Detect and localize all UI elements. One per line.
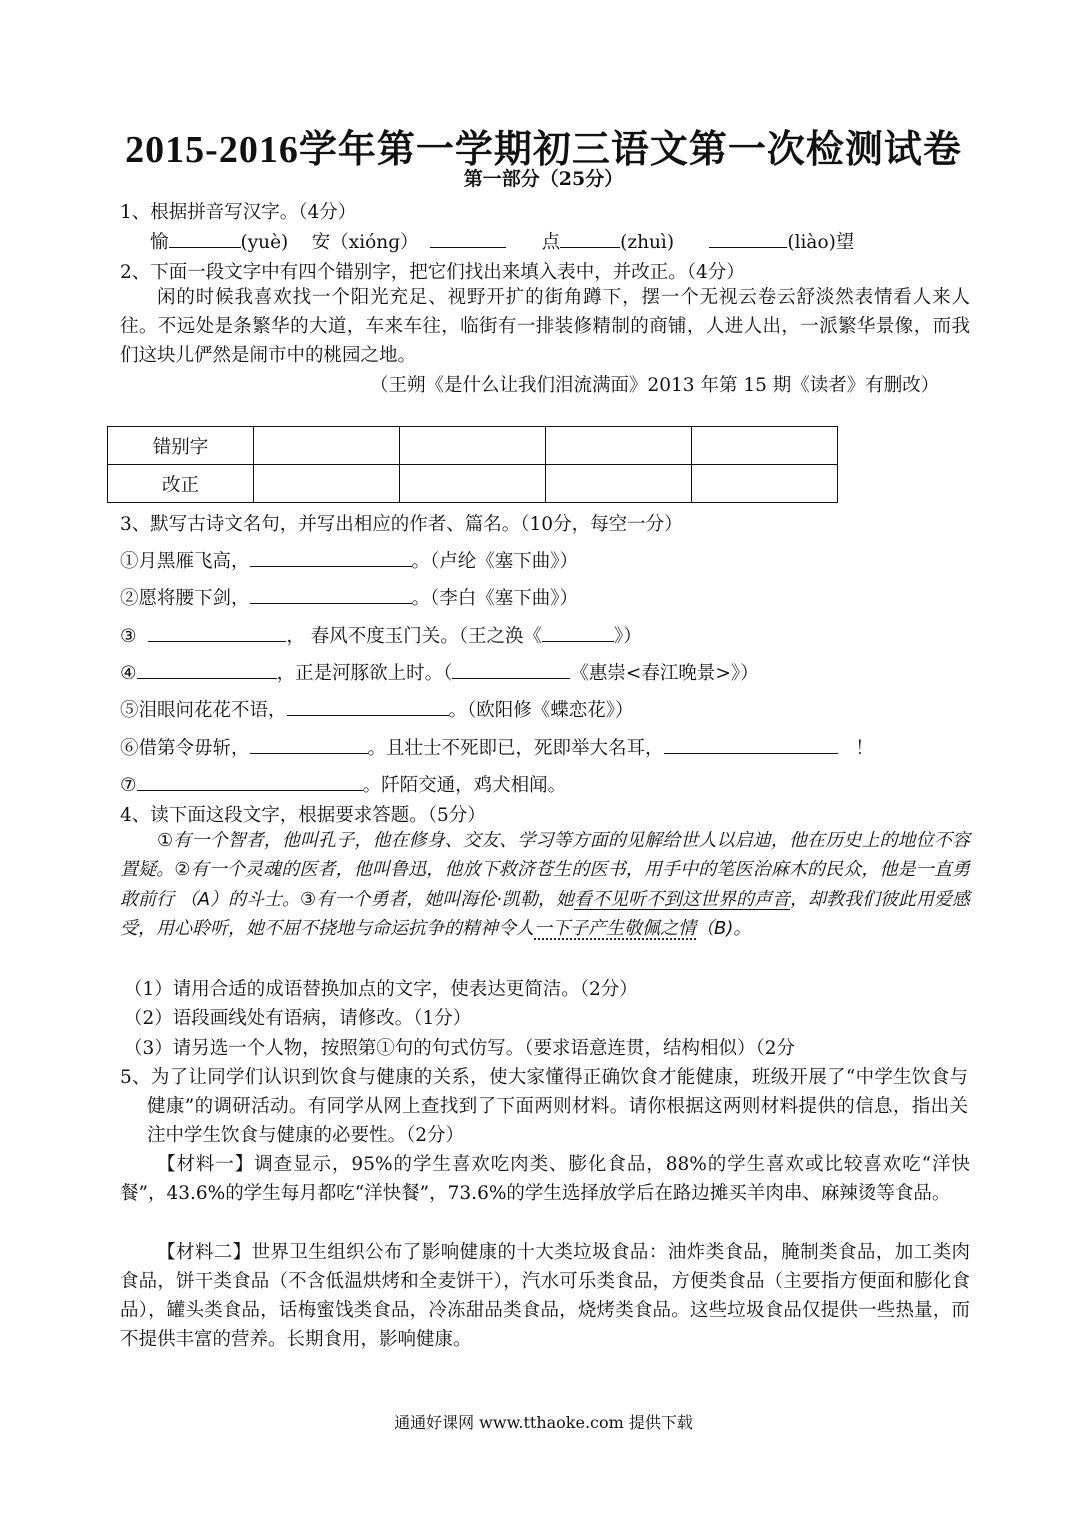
q3-stem: 3、默写古诗文名句，并写出相应的作者、篇名。（10分，每空一分） <box>120 514 683 535</box>
q4-sub-2: （2）语段画线处有语病，请修改。（1分） <box>124 1008 472 1029</box>
answer-cell[interactable] <box>400 427 546 465</box>
q3-blank[interactable] <box>452 660 570 679</box>
q3-blank[interactable] <box>137 660 277 679</box>
q2-source: （王朔《是什么让我们泪流满面》2013 年第 15 期《读者》有删改） <box>370 375 940 396</box>
q3-line-6: ⑥借第令毋斩， 。且壮士不死即已，死即举大名耳， ！ <box>120 734 874 760</box>
q1-stem: 1、根据拼音写汉字。（4分） <box>120 202 357 223</box>
answer-cell[interactable] <box>546 427 692 465</box>
answer-cell[interactable] <box>692 427 838 465</box>
q3-blank[interactable] <box>250 585 412 604</box>
q3-blank[interactable] <box>137 772 363 791</box>
q5-stem: 5、为了让同学们认识到饮食与健康的关系，使大家懂得正确饮食才能健康，班级开展了“中学生饮食与健康”的调研活动。有同学从网上查找到了下面两则材料。请你根据这两则材料提供的信息，指出关注中学生饮食与健康的必要性。（2分） <box>120 1067 968 1146</box>
q5-material-2: 【材料二】世界卫生组织公布了影响健康的十大类垃圾食品：油炸类食品，腌制类食品，加工类肉食品，饼干类食品（不含低温烘烤和全麦饼干），汽水可乐类食品，方便类食品（主要指方便面和膨化食品），罐头类食品，话梅蜜饯类食品，冷冻甜品类食品，烧烤类食品。这些垃圾食品仅提供一些热量，而不提供丰富的营养。长期食用，影响健康。 <box>120 1242 970 1350</box>
q1-blank-2[interactable] <box>430 229 506 248</box>
answer-cell[interactable] <box>400 465 546 503</box>
q4-sub-1: （1）请用合适的成语替换加点的文字，使表达更简洁。（2分） <box>124 979 638 1000</box>
q3-blank[interactable] <box>287 697 449 716</box>
q3-line-7: ⑦ 。阡陌交通，鸡犬相闻。 <box>120 771 566 797</box>
q1-blank-3[interactable] <box>560 229 620 248</box>
q3-line-5: ⑤泪眼问花花不语， 。（欧阳修《蝶恋花》） <box>120 696 634 722</box>
answer-cell[interactable] <box>546 465 692 503</box>
table-row <box>108 465 838 503</box>
q3-line-4: ④ ，正是河豚欲上时。（ 《惠崇<春江晚景>》） <box>120 659 759 685</box>
row-header-correct: 改正 <box>108 465 254 503</box>
dotted-phrase: 一下子产生敬佩之情 <box>534 917 696 939</box>
page-footer: 通通好课网 www.tthaoke.com 提供下载 <box>394 1413 693 1432</box>
q2-passage: 闲的时候我喜欢找一个阳光充足、视野开扩的街角蹲下，摆一个无视云卷云舒淡然表情看人来人往。不远处是条繁华的大道，车来车往，临街有一排装修精制的商铺，人进人出，一派繁华景像，而我们这块儿俨然是闹市中的桃园之地。 <box>120 287 970 366</box>
q2-stem: 2、下面一段文字中有四个错别字，把它们找出来填入表中，并改正。（4分） <box>120 262 745 283</box>
page-title: 2015-2016学年第一学期初三语文第一次检测试卷 <box>125 129 962 171</box>
row-header-wrong: 错别字 <box>108 427 254 465</box>
q5-material-1: 【材料一】调查显示，95%的学生喜欢吃肉类、膨化食品，88%的学生喜欢或比较喜欢吃“洋快餐”，43.6%的学生每月都吃“洋快餐”，73.6%的学生选择放学后在路边摊买羊肉串、麻辣烫等食品。 <box>120 1154 970 1204</box>
q1-items: 愉 (yuè) 安（xiónɡ） 点 (zhuì) (liào)望 <box>150 228 854 254</box>
q3-blank[interactable] <box>664 735 838 754</box>
q3-blank[interactable] <box>250 548 412 567</box>
underlined-phrase: 看不见听不到这世界的声音 <box>573 888 790 910</box>
q3-blank[interactable] <box>148 623 286 642</box>
q3-blank[interactable] <box>250 735 368 754</box>
error-correction-table <box>107 426 838 503</box>
answer-cell[interactable] <box>254 427 400 465</box>
q3-line-2: ②愿将腰下剑， 。（李白《塞下曲》） <box>120 584 578 610</box>
q3-line-3: ③ ， 春风不度玉门关。（王之涣《 》） <box>120 622 642 648</box>
answer-cell[interactable] <box>692 465 838 503</box>
table-row <box>108 427 838 465</box>
q4-stem: 4、读下面这段文字，根据要求答题。（5分） <box>120 805 486 826</box>
q1-blank-4[interactable] <box>709 229 787 248</box>
q3-line-1: ①月黑雁飞高， 。（卢纶《塞下曲》） <box>120 547 578 573</box>
q4-passage: ①有一个智者，他叫孔子，他在修身、交友、学习等方面的见解给世人以启迪，他在历史上的地位不容置疑。②有一个灵魂的医者，他叫鲁迅，他放下救济苍生的医书，用手中的笔医治麻木的民众，他是一直勇敢前行 （A）的斗士。③有一个勇者，她叫海伦·凯勒，她看不见听不到这世界的声音，却教我们彼此用爱感受，用心聆听，她不屈不挠地与命运抗争的精神令人一下子产生敬佩之情（B)。 <box>120 830 971 939</box>
q3-blank[interactable] <box>542 623 614 642</box>
section-title: 第一部分（25分） <box>463 168 624 190</box>
answer-cell[interactable] <box>254 465 400 503</box>
q1-blank-1[interactable] <box>169 229 241 248</box>
q4-sub-3: （3）请另选一个人物，按照第①句的句式仿写。（要求语意连贯，结构相似）（2分 <box>124 1038 796 1059</box>
